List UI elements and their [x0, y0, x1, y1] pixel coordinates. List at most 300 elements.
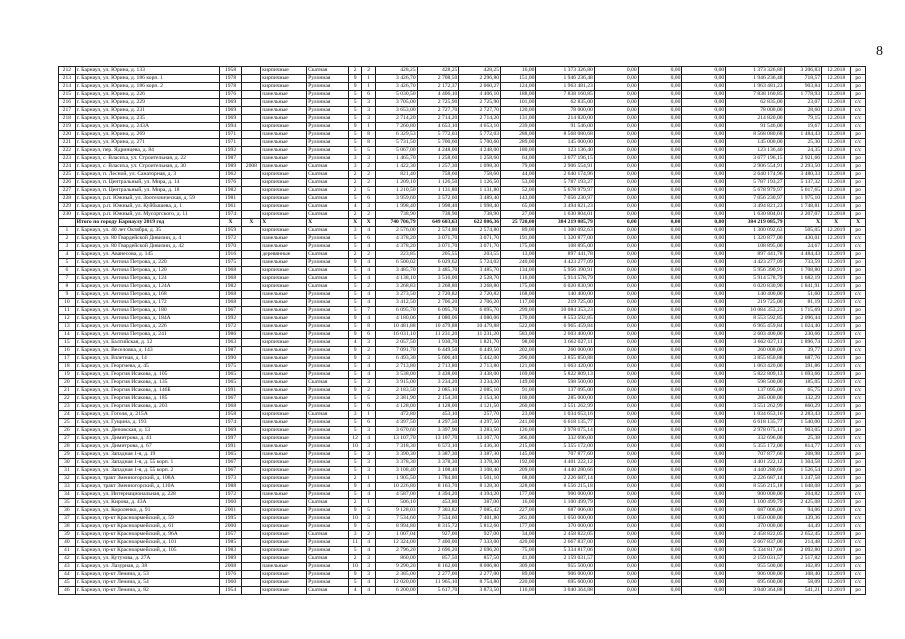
table-cell: 3 071,70 [417, 235, 459, 243]
table-cell: 2 172,37 [417, 83, 459, 91]
table-cell: 0,00 [638, 451, 682, 459]
table-cell: г. Барнаул, ул. Антона Петрова, д. 172 [75, 299, 219, 307]
table-cell: 216 [59, 99, 76, 107]
table-cell: 5 [348, 99, 362, 107]
table-cell: г. Барнаул, ул. Юрина, д. 186 корп. 1 [75, 75, 219, 83]
table-cell: Рулонная [307, 387, 349, 395]
table-cell: 687 006,00 [726, 507, 784, 515]
table-cell: 2001 [219, 507, 242, 515]
table-cell: кирпичные [261, 75, 307, 83]
table-cell: 120,00 [501, 107, 536, 115]
table-cell: 0,00 [638, 499, 682, 507]
table-cell: 0,00 [638, 379, 682, 387]
table-cell: 94,06 [784, 507, 822, 515]
table-cell: г. Барнаул, ул. Антона Петрова, д. 124 [75, 275, 219, 283]
table-row [59, 531, 866, 539]
table-cell: 857,50 [417, 555, 459, 563]
table-cell: 0,00 [682, 83, 726, 91]
table-cell: 718,57 [784, 75, 822, 83]
table-cell: 12.2019 [822, 539, 851, 547]
table-cell: 3 677 196,15 [726, 155, 784, 163]
table-cell: 1 320 877,00 [536, 235, 594, 243]
table-cell: 5 [348, 115, 362, 123]
table-cell: 11 [348, 539, 362, 547]
table-cell: 289,00 [501, 139, 536, 147]
table-cell: 1 784,80 [417, 475, 459, 483]
table-cell: 13,00 [501, 251, 536, 259]
table-cell: 4 [362, 547, 376, 555]
table-cell: 0,00 [638, 203, 682, 211]
table-cell: кирпичные [261, 435, 307, 443]
table-cell: 12.2019 [822, 515, 851, 523]
table-cell: 0,00 [594, 163, 638, 171]
table-cell: 219 [59, 123, 76, 131]
table-cell: 1 975,10 [784, 195, 822, 203]
table-cell: 0,00 [682, 395, 726, 403]
table-cell: X [219, 219, 242, 227]
table-cell: 9 [348, 331, 362, 339]
table-cell: кирпичные [261, 483, 307, 491]
table-cell: 5 [348, 547, 362, 555]
table-cell: 0,00 [594, 499, 638, 507]
table-cell: 3 108,40 [417, 467, 459, 475]
table-cell: 472,80 [375, 411, 417, 419]
table-cell: кирпичные [261, 227, 307, 235]
table-cell: панельные [261, 315, 307, 323]
table-cell: 2 517,82 [784, 555, 822, 563]
table-cell: 3 [362, 339, 376, 347]
table-cell: 2 159 031,57 [536, 555, 594, 563]
table-cell: 2 [362, 171, 376, 179]
table-row [59, 427, 866, 435]
table-cell: 0,00 [682, 267, 726, 275]
table-cell: 12.2019 [822, 299, 851, 307]
table-cell: 230 [59, 211, 76, 219]
table-cell: 7 [59, 275, 76, 283]
table-cell: 2 906 554,91 [536, 163, 594, 171]
table-cell: 5 [362, 395, 376, 403]
table-cell: X [784, 219, 822, 227]
table-cell: 5 812,60 [459, 523, 501, 531]
table-cell: 11 231,20 [417, 331, 459, 339]
table-cell: 241,00 [501, 419, 536, 427]
table-cell: 12.2019 [822, 251, 851, 259]
table-row [59, 123, 866, 131]
table-cell: 8 556 215,18 [536, 483, 594, 491]
table-cell: 0,00 [594, 187, 638, 195]
table-cell: 1968 [219, 403, 242, 411]
table-cell: 0,00 [682, 219, 726, 227]
table-cell: 12.2018 [822, 131, 851, 139]
table-cell: 1 258,60 [459, 155, 501, 163]
table-cell: 4 394,20 [417, 491, 459, 499]
table-cell [242, 363, 261, 371]
table-cell: 0,00 [594, 291, 638, 299]
table-cell [242, 507, 261, 515]
table-cell: 12.2018 [822, 203, 851, 211]
table-cell: 7 534,60 [375, 515, 417, 523]
table-cell: с/с [851, 115, 866, 123]
table-cell: 0,00 [682, 467, 726, 475]
table-cell: 0,00 [682, 155, 726, 163]
table-cell: 622 806,36 [459, 219, 501, 227]
table-cell: 1 050 000,00 [536, 515, 594, 523]
table-cell: 5 [59, 259, 76, 267]
table-cell [242, 155, 261, 163]
table-cell: 0,00 [638, 459, 682, 467]
table-cell: 8 162,00 [417, 563, 459, 571]
table-cell: 4 [59, 251, 76, 259]
table-cell [242, 403, 261, 411]
table-cell: 453,80 [417, 499, 459, 507]
table-cell: 2 425,08 [784, 499, 822, 507]
table-cell: 8 163,70 [417, 483, 459, 491]
table-cell: 4 [362, 275, 376, 283]
table-row [59, 459, 866, 467]
table-cell: 19,67 [784, 123, 822, 131]
table-cell: 5 914 578,79 [726, 275, 784, 283]
table-cell: 5 [348, 419, 362, 427]
table-cell: рo [851, 259, 866, 267]
table-cell: 0,00 [682, 475, 726, 483]
table-cell: 108,40 [784, 571, 822, 579]
table-cell: рo [851, 531, 866, 539]
table-cell: 4 401 222,12 [726, 459, 784, 467]
table-cell: панельные [261, 139, 307, 147]
table-cell: г. Барнаул, ул. Антона Петрова, д. 226 [75, 323, 219, 331]
table-cell: 4 297,50 [417, 419, 459, 427]
table-cell: 4 [362, 539, 376, 547]
table-row [59, 571, 866, 579]
table-cell [242, 387, 261, 395]
table-row [59, 235, 866, 243]
table-cell [242, 547, 261, 555]
table-cell: с/с [851, 299, 866, 307]
table-cell: 32 [59, 475, 76, 483]
table-cell: 9 [348, 507, 362, 515]
table-cell: 0,00 [682, 163, 726, 171]
table-cell: 62 835,00 [536, 99, 594, 107]
table-cell: 124,00 [501, 83, 536, 91]
table-cell: 2 [348, 475, 362, 483]
table-cell: 0,00 [594, 211, 638, 219]
table-cell: 239,00 [501, 123, 536, 131]
table-cell: 4 [362, 243, 376, 251]
table-row [59, 227, 866, 235]
table-cell [242, 235, 261, 243]
table-row [59, 99, 866, 107]
table-cell: Скатная [307, 499, 349, 507]
table-cell: 288,00 [501, 131, 536, 139]
table-cell: г. Барнаул, пр-кт Ленина, д. 82 [75, 587, 219, 595]
table-cell [242, 275, 261, 283]
table-cell: 2 057,50 [375, 339, 417, 347]
table-cell: 9 [59, 291, 76, 299]
table-cell: 219 725,00 [726, 299, 784, 307]
table-row [59, 323, 866, 331]
table-cell: 12.2019 [822, 483, 851, 491]
table-cell: 0,00 [594, 99, 638, 107]
table-cell: 3 108,40 [459, 467, 501, 475]
table-cell: 3 [362, 355, 376, 363]
table-cell: 7 056 230,97 [726, 195, 784, 203]
table-cell: 1 [362, 499, 376, 507]
table-cell: г. Барнаул, ул. Антона Петрова, д. 168 [75, 291, 219, 299]
table-row [59, 291, 866, 299]
table-cell: 12.2019 [822, 395, 851, 403]
table-cell: 0,00 [682, 203, 726, 211]
table-cell: 1 630 804,01 [726, 211, 784, 219]
table-cell: 2 458 822,05 [726, 531, 784, 539]
table-cell: 0,00 [682, 235, 726, 243]
table-cell: 1 465,70 [375, 155, 417, 163]
table-cell: г. Барнаул, ул. Георгия Исакова, д. 135 [75, 379, 219, 387]
table-cell: г. Барнаул, ул. Георгия Исакова, д. 146Б [75, 387, 219, 395]
table-cell: 1 963 481,23 [536, 83, 594, 91]
table-cell: г. Барнаул, ул. Гоголя, д. 215А [75, 411, 219, 419]
table-cell: г. Барнаул, р.п. Южный, ул. Мусоргского, д. 11 [75, 211, 219, 219]
table-cell: 5 [348, 363, 362, 371]
table-cell: Рулонная [307, 259, 349, 267]
table-cell: 309,00 [501, 563, 536, 571]
table-cell: 4 [362, 291, 376, 299]
table-cell: 34,00 [501, 531, 536, 539]
table-cell: панельные [261, 323, 307, 331]
table-cell: г. Барнаул, ул. Антона Петрова, д. 120 [75, 267, 219, 275]
table-cell: 4 121,50 [459, 403, 501, 411]
table-cell: 6 [362, 195, 376, 203]
table-cell: 0,00 [682, 459, 726, 467]
table-cell: 0,00 [594, 259, 638, 267]
table-cell: X [348, 219, 362, 227]
table-cell: 1987 [219, 155, 242, 163]
table-cell: 12 [59, 315, 76, 323]
table-cell: 7 400,00 [417, 539, 459, 547]
table-cell [242, 515, 261, 523]
table-cell: 5 [348, 267, 362, 275]
table-cell: 1 998,40 [459, 203, 501, 211]
table-cell: 1 007,04 [375, 531, 417, 539]
table-cell: 7 303,82 [417, 507, 459, 515]
table-row [59, 131, 866, 139]
table-cell: Рулонная [307, 83, 349, 91]
table-row [59, 163, 866, 171]
table-cell [242, 67, 261, 75]
table-cell: г. Барнаул, ул. Лазурная, д. 38 [75, 563, 219, 571]
table-cell [242, 427, 261, 435]
table-cell: 0,00 [638, 555, 682, 563]
table-cell: 3 071,70 [417, 243, 459, 251]
table-cell: 1976 [219, 571, 242, 579]
table-cell: панельные [261, 395, 307, 403]
table-cell: 101,00 [501, 99, 536, 107]
table-cell: 1967 [219, 395, 242, 403]
table-cell: 2 277,00 [459, 571, 501, 579]
table-cell: 1973 [219, 475, 242, 483]
table-cell: Рулонная [307, 147, 349, 155]
table-cell: 2 714,20 [375, 115, 417, 123]
table-cell: 4 406,10 [417, 91, 459, 99]
table-cell: с/с [851, 563, 866, 571]
table-cell: 1 998,40 [375, 203, 417, 211]
table-cell: 3 485,70 [459, 267, 501, 275]
table-cell: 6 020 830,90 [536, 283, 594, 291]
table-cell: г. Барнаул, с. Власиха, ул. Строительная, д. 30 [75, 163, 219, 171]
table-cell: г. Барнаул, ул. Юрина, д. 269 [75, 131, 219, 139]
table-cell: 25 [59, 419, 76, 427]
table-cell: 208,98 [784, 451, 822, 459]
table-cell: 1968 [219, 275, 242, 283]
table-cell: 0,00 [682, 147, 726, 155]
table-cell: 12.2019 [822, 459, 851, 467]
table-cell [242, 107, 261, 115]
table-cell: 3 387,30 [459, 451, 501, 459]
table-cell: 6 [362, 235, 376, 243]
table-cell: 5 [348, 459, 362, 467]
table-cell: рo [851, 91, 866, 99]
table-cell: 81,19 [784, 299, 822, 307]
table-cell [242, 115, 261, 123]
table-cell: 0,00 [638, 435, 682, 443]
table-cell: с/с [851, 443, 866, 451]
table-cell: 1969 [219, 107, 242, 115]
table-cell: 0,00 [682, 139, 726, 147]
table-cell: 3 273,50 [375, 291, 417, 299]
table-cell: 2 727,70 [459, 107, 501, 115]
table-cell: 217 [59, 107, 76, 115]
table-cell: 1972 [219, 491, 242, 499]
table-cell: 12.2018 [822, 91, 851, 99]
table-cell: 1967 [219, 307, 242, 315]
table-cell: г. Барнаул, ул. Балтийская, д. 12 [75, 339, 219, 347]
table-cell: рo [851, 251, 866, 259]
table-row [59, 363, 866, 371]
table-cell: 1967 [219, 467, 242, 475]
table-cell: 0,00 [682, 123, 726, 131]
table-cell: 0,00 [594, 355, 638, 363]
table-cell: 21 [59, 387, 76, 395]
table-body [59, 67, 866, 595]
table-cell [242, 139, 261, 147]
table-cell: 1965 [219, 371, 242, 379]
table-cell: 0,00 [594, 411, 638, 419]
table-cell: 1975 [219, 363, 242, 371]
table-cell: 22 [59, 395, 76, 403]
table-cell: 12.2018 [822, 83, 851, 91]
table-cell: рo [851, 131, 866, 139]
table-cell: 23,00 [501, 411, 536, 419]
table-cell: панельные [261, 155, 307, 163]
table-cell: 900 000,00 [536, 491, 594, 499]
table-cell: 1962 [219, 171, 242, 179]
table-cell: 0,00 [594, 387, 638, 395]
table-cell: кирпичные [261, 427, 307, 435]
table-cell: 12.2018 [822, 123, 851, 131]
table-cell: рo [851, 419, 866, 427]
table-cell: кирпичные [261, 339, 307, 347]
table-cell: 0,00 [594, 435, 638, 443]
table-cell: 687,76 [784, 355, 822, 363]
table-cell: 3 516,00 [417, 275, 459, 283]
table-cell: 1963 [219, 339, 242, 347]
table-cell: Рулонная [307, 371, 349, 379]
table-cell: 1 024,40 [784, 323, 822, 331]
table-cell: 224 [59, 163, 76, 171]
table-cell: 12.2019 [822, 235, 851, 243]
table-cell: г. Барнаул, ул. Антона Петрова, д. 241 [75, 331, 219, 339]
table-cell: 0,00 [638, 251, 682, 259]
table-cell: 3 480,33 [784, 171, 822, 179]
table-cell: 214 [59, 83, 76, 91]
table-cell: 2 640 174,96 [536, 171, 594, 179]
table-cell: 209,00 [501, 467, 536, 475]
table-cell: 5 822 809,13 [726, 371, 784, 379]
table-cell: 2 [362, 163, 376, 171]
table-cell: 218 [59, 115, 76, 123]
table-cell: 46 [59, 587, 76, 595]
table-cell: 16,00 [501, 67, 536, 75]
table-cell: 10 479,88 [459, 323, 501, 331]
table-cell: Рулонная [307, 403, 349, 411]
table-cell: кирпичные [261, 507, 307, 515]
table-cell: 222 [59, 147, 76, 155]
table-cell: 2 725,90 [459, 99, 501, 107]
table-cell: 12.2018 [822, 147, 851, 155]
table-cell: 39 [59, 531, 76, 539]
table-cell: 420,00 [501, 539, 536, 547]
table-cell: 0,00 [682, 299, 726, 307]
table-cell: 1 841,91 [784, 283, 822, 291]
table-cell: 0,00 [682, 379, 726, 387]
table-cell: 0,00 [638, 403, 682, 411]
table-cell: 4 [362, 587, 376, 595]
table-cell: 3 572,60 [417, 195, 459, 203]
table-cell: 0,00 [638, 547, 682, 555]
table-cell: 1992 [219, 147, 242, 155]
table-cell: 5 678 979,97 [726, 187, 784, 195]
table-cell: 0,00 [594, 507, 638, 515]
table-cell: 0,00 [594, 323, 638, 331]
table-row [59, 91, 866, 99]
table-cell: Рулонная [307, 515, 349, 523]
table-cell: 0,00 [638, 539, 682, 547]
table-cell: Рулонная [307, 491, 349, 499]
table-cell: 2 277,00 [417, 571, 459, 579]
table-cell: Скатная [307, 251, 349, 259]
table-cell: 12.2018 [822, 155, 851, 163]
table-cell: 3 [362, 459, 376, 467]
table-cell: 4 [362, 315, 376, 323]
table-cell: 5 [348, 147, 362, 155]
table-cell: 91 546,00 [726, 123, 784, 131]
table-cell: 2 207,07 [784, 211, 822, 219]
table-cell: кирпичные [261, 179, 307, 187]
table-cell: с/с [851, 363, 866, 371]
table-cell: 6 500,02 [375, 259, 417, 267]
table-cell: 0,00 [638, 267, 682, 275]
table-cell: 0,00 [638, 83, 682, 91]
table-cell: 2 696,20 [459, 547, 501, 555]
table-cell: 1 [362, 83, 376, 91]
table-row [59, 259, 866, 267]
table-cell: 1 484,43 [784, 131, 822, 139]
table-cell: 0,00 [638, 563, 682, 571]
table-cell: 860,00 [375, 555, 417, 563]
table-cell: 2 096,44 [784, 315, 822, 323]
table-cell: г. Барнаул, ул. Деповская, д. 13 [75, 427, 219, 435]
table-cell: Рулонная [307, 523, 349, 531]
table-cell: 5 724,02 [459, 259, 501, 267]
